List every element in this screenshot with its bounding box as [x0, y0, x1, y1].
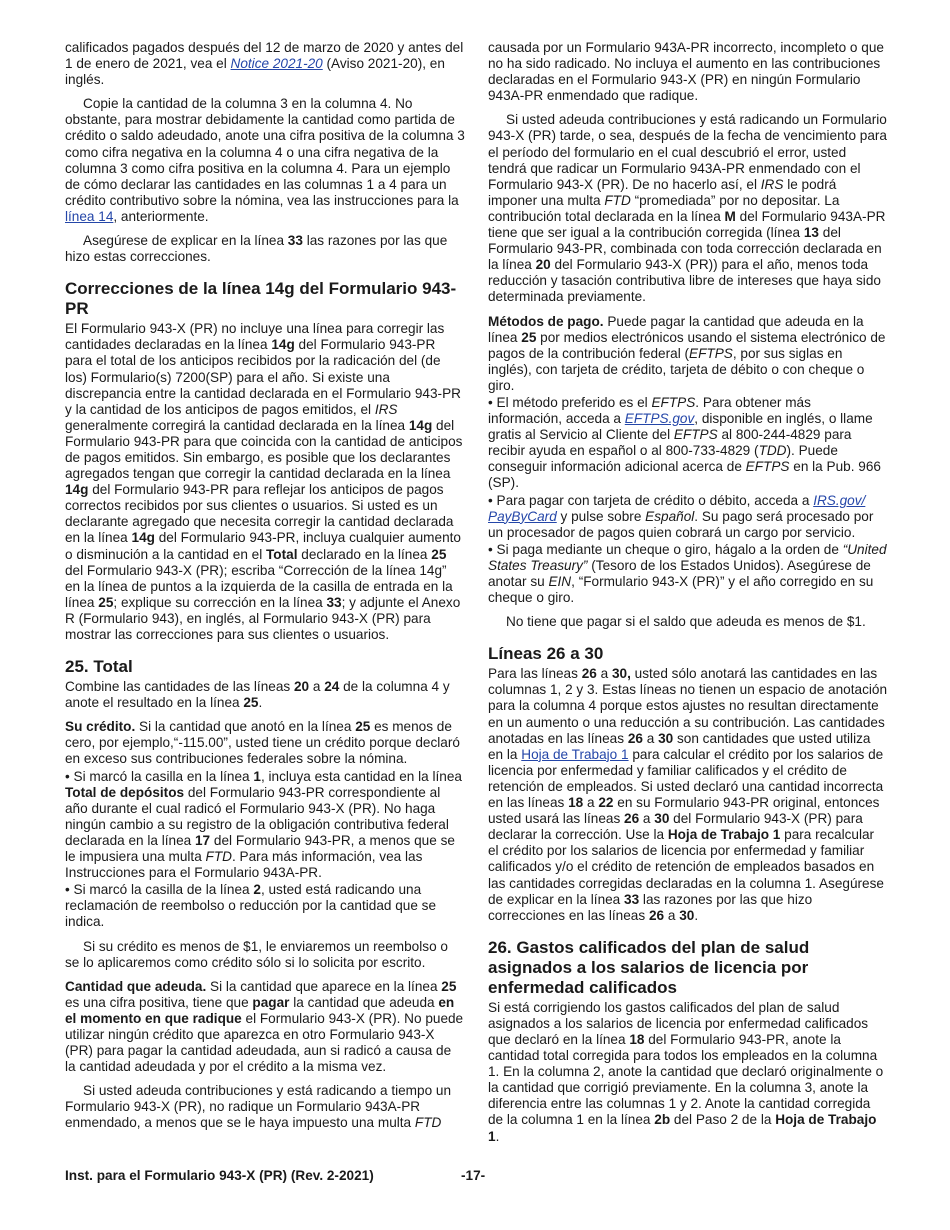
paragraph: Combine las cantidades de las líneas 20 a 24 de la columna 4 y anote el resultado en la línea 25.	[65, 679, 450, 711]
paragraph: calificados pagados después del 12 de marzo de 2020 y antes del 1 de enero de 2021, vea el Notice 2021-20 (Aviso 2021-20), en inglés.	[65, 40, 464, 88]
paragraph: Si usted adeuda contribuciones y está radicando un Formulario 943-X (PR) tarde, o sea, después de la fecha de vencimiento para el período del formulario en el cual descubrió el error, usted tendrá que radicar un Formulario 943A-PR enmendado con el Formulario 943-X (PR). De no hacerlo así, el IRS le podrá imponer una multa FTD “promediada” por no depositar. La contribución total declarada en la línea M del Formulario 943A-PR tiene que ser igual a la contribución corregida (línea 13 del Formulario 943-PR, combinada con toda corrección declarada en la línea 20 del Formulario 943-X (PR)) para el año, menos toda reducción y tasación contributiva libre de intereses que haya sido determinada previamente.	[488, 112, 887, 305]
linea-14-link[interactable]: línea 14	[65, 208, 114, 224]
bullet-item: • Si paga mediante un cheque o giro, hágalo a la orden de “United States Treasury” (Tesoro de los Estados Unidos). Asegúrese de anotar su EIN, “Formulario 943-X (PR)” y el año corregido en su cheque o giro.	[488, 541, 887, 606]
hoja-de-trabajo-1-link[interactable]: Hoja de Trabajo 1	[521, 746, 629, 762]
paragraph: Copie la cantidad de la columna 3 en la columna 4. No obstante, para mostrar debidamente la cantidad como partida de crédito o saldo adeudado, anote una cifra positiva de la columna 3 como cifra negativa en la columna 4 o una cifra negativa de la columna 3 como cifra positiva en la columna 4. Para un ejemplo de cómo declarar las cantidades en las columnas 1 a 4 para un crédito contributivo sobre la nómina, vea las instrucciones para la línea 14, anteriormente.	[65, 96, 465, 224]
paragraph: causada por un Formulario 943A-PR incorrecto, incompleto o que no ha sido radicado. No incluya el aumento en las contribuciones declaradas en el Formulario 943-X (PR) en ningún Formulario 943A-PR enmendado que radique.	[488, 40, 884, 104]
left-column	[65, 40, 465, 1140]
paragraph: Si usted adeuda contribuciones y está radicando a tiempo un Formulario 943-X (PR), no radique un Formulario 943A-PR enmendado, a menos que se le haya impuesto una multa FTD	[65, 1083, 452, 1131]
footer-doc-title: Inst. para el Formulario 943-X (PR) (Rev. 2-2021)	[65, 1168, 374, 1183]
paragraph: Métodos de pago. Puede pagar la cantidad que adeuda en la línea 25 por medios electrónicos usando el sistema electrónico de pagos de la contribución federal (EFTPS, por sus siglas en inglés), con tarjeta de crédito, tarjeta de débito o con cheque o giro.	[488, 313, 886, 393]
section-heading: Líneas 26 a 30	[488, 644, 604, 664]
paragraph: Asegúrese de explicar en la línea 33 las razones por las que hizo estas correcciones.	[65, 233, 448, 265]
paragraph: No tiene que pagar si el saldo que adeuda es menos de $1.	[506, 614, 866, 630]
paragraph: Si está corrigiendo los gastos calificados del plan de salud asignados a los salarios de licencia por enfermedad calificados que declaró en la línea 18 del Formulario 943-PR, anote la cantidad total corregida para todos los empleados en la columna 1. En la columna 2, anote la cantidad que declaró originalmente o la cantidad que corrigió previamente. En la columna 3, anote la diferencia entre las columnas 1 y 2. Anote la cantidad corregida de la columna 1 en la línea 2b del Paso 2 de la Hoja de Trabajo 1.	[488, 999, 884, 1144]
paragraph: Su crédito. Si la cantidad que anotó en la línea 25 es menos de cero, por ejemplo,“-115.00”, usted tiene un crédito porque declaró en exceso sus contribuciones federales sobre la nómina.	[65, 719, 460, 767]
paragraph: El Formulario 943-X (PR) no incluye una línea para corregir las cantidades declaradas en la línea 14g del Formulario 943-PR para el total de los anticipos recibidos por la radicación del (de los) Formulario(s) 7200(SP) para el año. Si existe una discrepancia entre la cantidad declarada en el Formulario 943-PR y la cantidad de los anticipos de pagos emitidos, el IRS generalmente corregirá la cantidad declarada en la línea 14g del Formulario 943-PR para que coincida con la cantidad de anticipos de pagos emitidos. Sin embargo, es posible que los declarantes agregados tengan que corregir la cantidad declarada en la línea 14g del Formulario 943-PR para reflejar los anticipos de pagos correctos recibidos por sus clientes o usuarios. Si usted es un declarante agregado que necesita corregir la cantidad declarada en la línea 14g del Formulario 943-PR, incluya cualquier aumento o disminución a la cantidad en el Total declarado en la línea 25 del Formulario 943-X (PR); escriba “Corrección de la línea 14g” en la línea de puntos a la izquierda de la casilla de entrada en la línea 25; explique su corrección en la línea 33; y adjunte el Anexo R (Formulario 943), en inglés, al Formulario 943-X (PR) para mostrar las correcciones para sus clientes o usuarios.	[65, 321, 463, 642]
section-heading: Correcciones de la línea 14g del Formulario 943-PR	[65, 279, 457, 319]
right-column	[488, 40, 888, 1153]
notice-2021-20-link[interactable]: Notice 2021-20	[230, 56, 323, 72]
bullet-item: • Si marcó la casilla de la línea 2, usted está radicando una reclamación de reembolso o reducción por la cantidad que se indica.	[65, 882, 437, 930]
section-heading: 25. Total	[65, 657, 133, 677]
page-number: -17-	[461, 1168, 486, 1183]
irs-paybycard-link[interactable]: IRS.gov/ PayByCard	[488, 492, 866, 524]
bullet-item: • Para pagar con tarjeta de crédito o débito, acceda a IRS.gov/ PayByCard y pulse sobre Español. Su pago será procesado por un procesador de pagos quien cobrará un cargo por servicio.	[488, 492, 874, 540]
bullet-item: • Si marcó la casilla en la línea 1, incluya esta cantidad en la línea Total de depósitos del Formulario 943-PR correspondiente al año durante el cual radicó el Formulario 943-X (PR). No haga ningún cambio a su registro de la obligación contributiva federal declarada en la línea 17 del Formulario 943-PR, a menos que se le impusiera una multa FTD. Para más información, vea las Instrucciones para el Formulario 943A-PR.	[65, 768, 462, 881]
paragraph: Cantidad que adeuda. Si la cantidad que aparece en la línea 25 es una cifra positiva, tiene que pagar la cantidad que adeuda en el momento en que radique el Formulario 943-X (PR). No puede utilizar ningún crédito que aparezca en otro Formulario 943-X (PR) para pagar la cantidad adeudada, aun si radicó a causa de la cantidad adeudada y por el crédito a la misma vez.	[65, 978, 464, 1075]
paragraph: Para las líneas 26 a 30, usted sólo anotará las cantidades en las columnas 1, 2 y 3. Estas líneas no tienen un espacio de anotación para la columna 4 porque estos ajustes no resultan directamente en un aumento o una reducción a su contribución. Las cantidades anotadas en las líneas 26 a 30 son cantidades que usted utiliza en la Hoja de Trabajo 1 para calcular el crédito por los salarios de licencia por enfermedad y familiar calificados y el crédito de retención de empleados. Si usted declaró una cantidad incorrecta en las líneas 18 a 22 en su Formulario 943-PR original, entonces usted usará las líneas 26 a 30 del Formulario 943-X (PR) para declarar la corrección. Use la Hoja de Trabajo 1 para recalcular el crédito por los salarios de licencia por enfermedad y familiar calificados y/o el crédito de retención de empleados basados en las cantidades corregidas declaradas en la columna 1. Asegúrese de explicar en la línea 33 las razones por las que hizo correcciones en las líneas 26 a 30.	[488, 666, 888, 923]
section-heading: 26. Gastos calificados del plan de salud asignados a los salarios de licencia por enfermedad calificados	[488, 937, 810, 997]
bullet-item: • El método preferido es el EFTPS. Para obtener más información, acceda a EFTPS.gov, disponible en inglés, o llame gratis al Servicio al Cliente del EFTPS al 800-244-4829 para recibir ayuda en español o al 800-733-4829 (TDD). Puede conseguir información adicional acerca de EFTPS en la Pub. 966 (SP).	[488, 394, 881, 491]
page-footer	[65, 1168, 885, 1183]
paragraph: Si su crédito es menos de $1, le enviaremos un reembolso o se lo aplicaremos como crédito sólo si lo solicita por escrito.	[65, 938, 448, 970]
eftps-gov-link[interactable]: EFTPS.gov	[624, 411, 695, 427]
